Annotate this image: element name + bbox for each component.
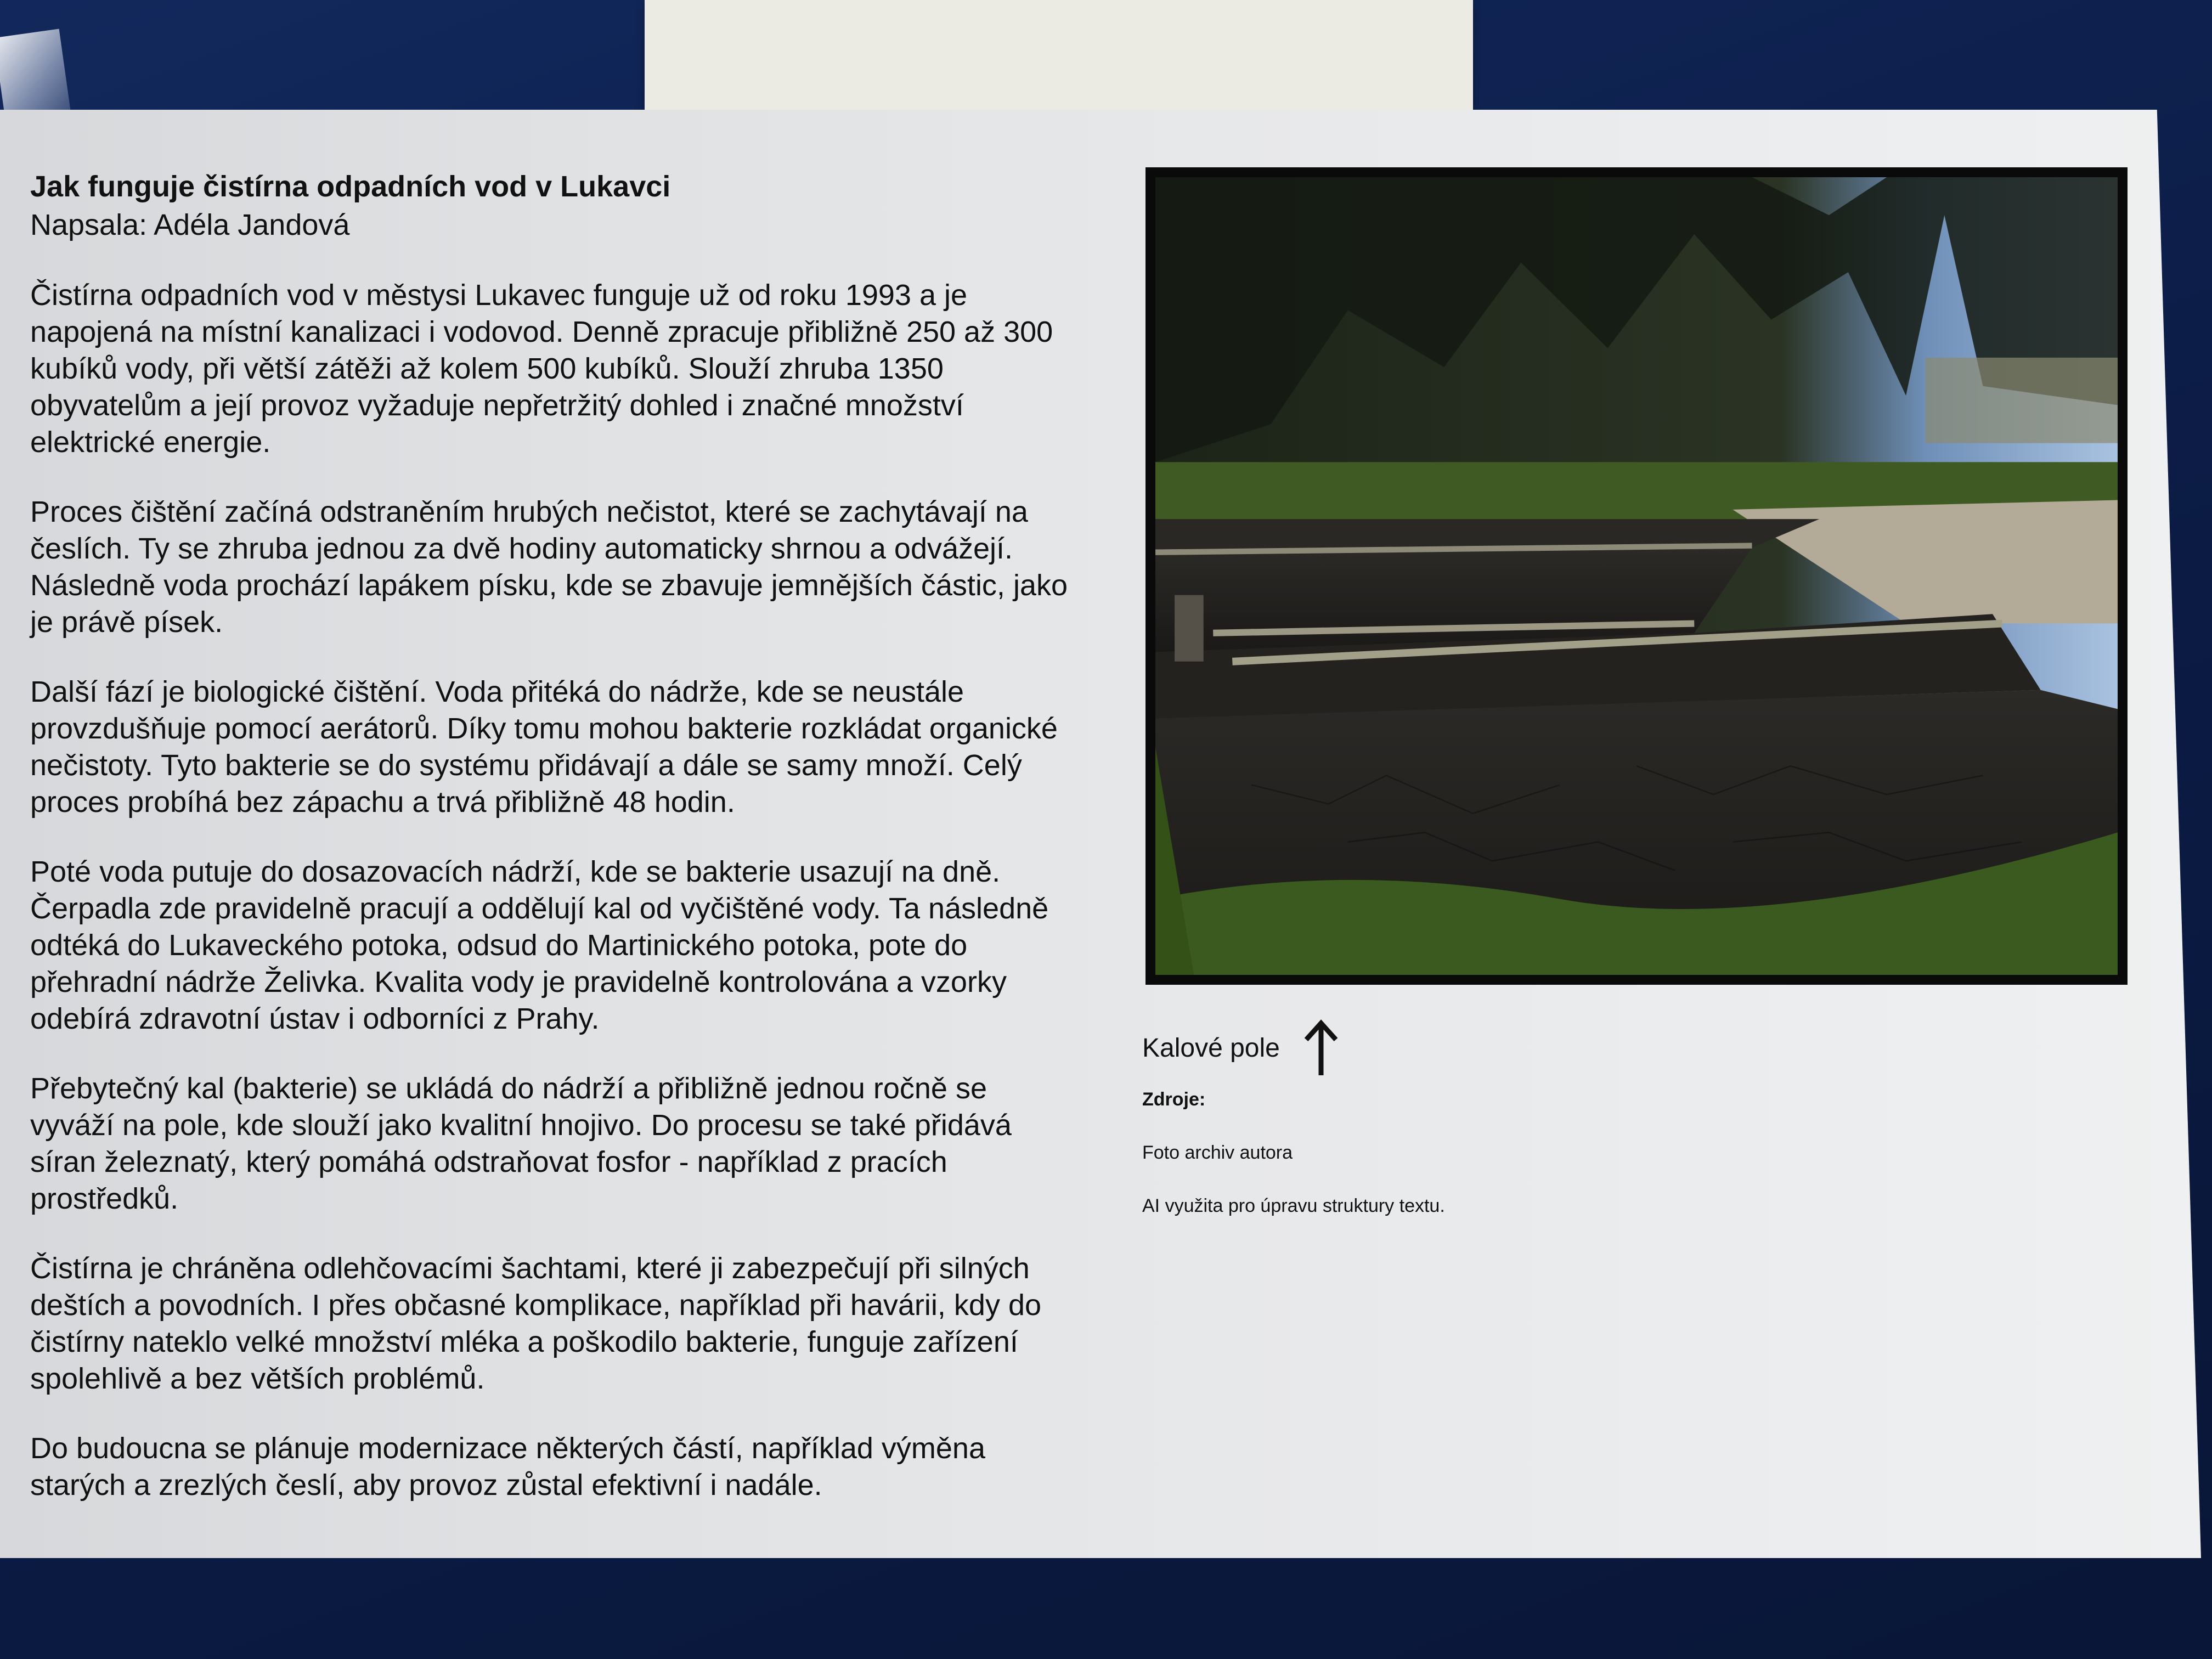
article <box>30 167 1073 1537</box>
paragraph-4: Poté voda putuje do dosazovacích nádrží, kde se bakterie usazují na dně. Čerpadla zde pravidelně pracují a oddělují kal od vyčištěné vody. Ta následně odtéká do Lukaveckého potoka, odsud do Martinického potoka, pote do přehradní nádrže Želivka. Kvalita vody je pravidelně kontrolována a vzorky odebírá zdravotní ústav i odborníci z Prahy. <box>30 855 1049 1035</box>
paragraph-2: Proces čištění začíná odstraněním hrubých nečistot, které se zachytávají na česlích. Ty se zhruba jednou za dvě hodiny automaticky shrnou a odvážejí. Následně voda prochází lapákem písku, kde se zbavuje jemnějších částic, jako je právě písek. <box>30 495 1068 639</box>
paragraph-6: Čistírna je chráněna odlehčovacími šachtami, které ji zabezpečují při silných deštích a povodních. I přes občasné komplikace, například při havárii, kdy do čistírny nateklo velké množství mléka a poškodilo bakterie, funguje zařízení spolehlivě a bez větších problémů. <box>30 1252 1042 1395</box>
photo-scene <box>1155 177 2118 975</box>
article-author: Napsala: Adéla Jandová <box>30 208 350 241</box>
paragraph-5: Přebytečný kal (bakterie) se ukládá do nádrží a přibližně jednou ročně se vyváží na pole, kde slouží jako kvalitní hnojivo. Do procesu se také přidává síran železnatý, který pomáhá odstraňovat fosfor - například z pracích prostředků. <box>30 1072 1012 1215</box>
paragraph-7: Do budoucna se plánuje modernizace některých částí, například výměna starých a zrezlých česlí, aby provoz zůstal efektivní i nadále. <box>30 1432 985 1502</box>
arrow-up-icon <box>1302 1018 1340 1078</box>
sludge-field-photo <box>1146 167 2128 985</box>
article-title: Jak funguje čistírna odpadních vod v Lukavci <box>30 170 671 203</box>
paragraph-1: Čistírna odpadních vod v městysi Lukavec funguje už od roku 1993 a je napojená na místní kanalizaci i vodovod. Denně zpracuje přibližně 250 až 300 kubíků vody, při větší zátěži až kolem 500 kubíků. Slouží zhruba 1350 obyvatelům a její provoz vyžaduje nepřetržitý dohled i značné množství elektrické energie. <box>30 279 1053 459</box>
sources-title: Zdroje: <box>1142 1089 1206 1110</box>
photo-caption: Kalové pole <box>1142 1033 1280 1063</box>
ai-note: AI využita pro úpravu struktury textu. <box>1142 1195 1445 1216</box>
top-paper-sheet <box>645 0 1473 110</box>
photo-caption-row <box>1142 1018 1340 1078</box>
sources-block <box>1142 1089 1445 1249</box>
paragraph-3: Další fází je biologické čištění. Voda přitéká do nádrže, kde se neustále provzdušňuje pomocí aerátorů. Díky tomu mohou bakterie rozkládat organické nečistoty. Tyto bakterie se do systému přidávají a dále se samy množí. Celý proces probíhá bez zápachu a trvá přibližně 48 hodin. <box>30 675 1058 819</box>
photo-credit: Foto archiv autora <box>1142 1142 1293 1163</box>
